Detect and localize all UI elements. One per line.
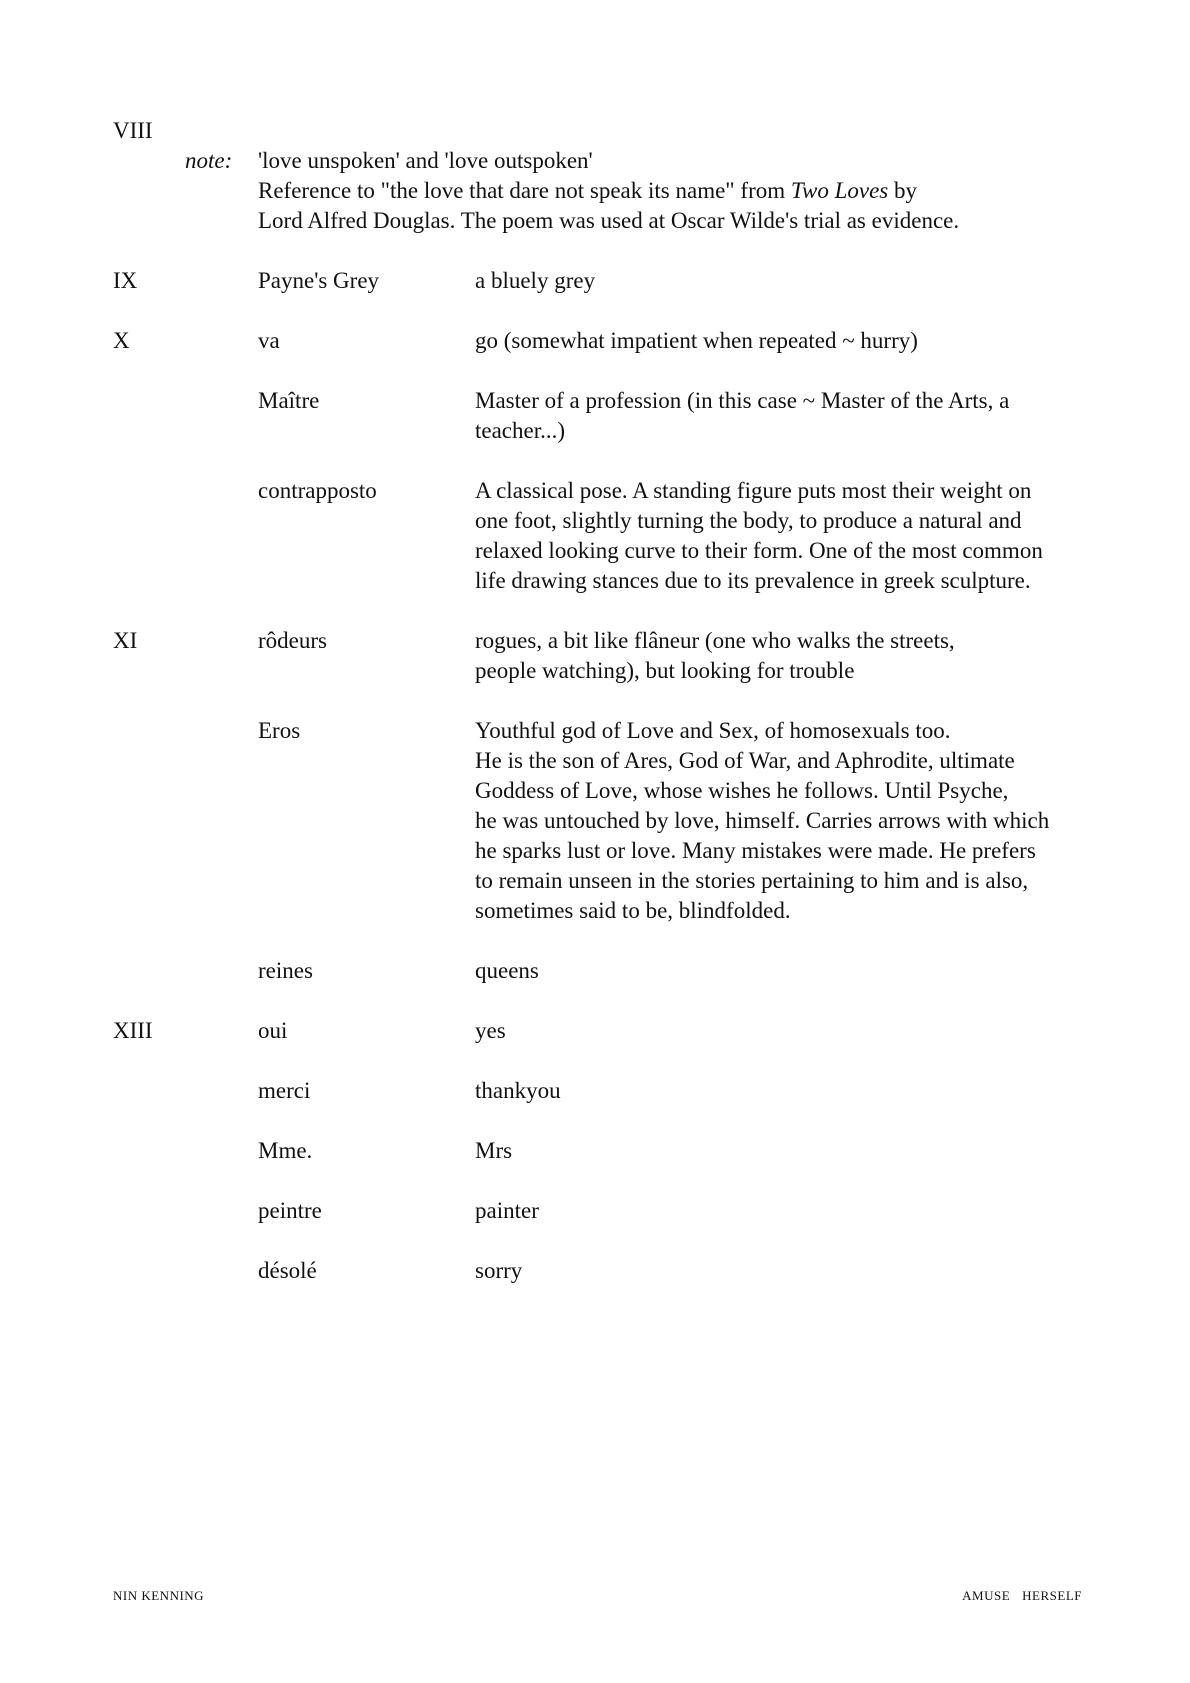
definition-mme: Mrs	[475, 1138, 513, 1163]
note-line-1: 'love unspoken' and 'love outspoken'	[258, 148, 593, 173]
definition-eros-line-7: sometimes said to be, blindfolded.	[475, 898, 791, 923]
term-reines: reines	[258, 958, 313, 983]
note-line-3: Lord Alfred Douglas. The poem was used at Oscar Wilde's trial as evidence.	[258, 208, 960, 233]
term-rodeurs: rôdeurs	[258, 628, 327, 653]
note-line-2-start: Reference to "the love that dare not speak its name" from	[258, 178, 791, 203]
section-numeral-xi: XI	[113, 628, 138, 653]
term-peintre: peintre	[258, 1198, 322, 1223]
definition-contrapposto-line-1: A classical pose. A standing figure puts most their weight on	[475, 478, 1032, 503]
definition-eros-line-4: he was untouched by love, himself. Carries arrows with which	[475, 808, 1050, 833]
term-desole: désolé	[258, 1258, 317, 1283]
section-numeral-xiii: XIII	[113, 1018, 153, 1043]
definition-maitre-line-2: teacher...)	[475, 418, 566, 443]
definition-eros-line-5: he sparks lust or love. Many mistakes were made. He prefers	[475, 838, 1036, 863]
definition-contrapposto-line-4: life drawing stances due to its prevalence in greek sculpture.	[475, 568, 1031, 593]
definition-eros-line-2: He is the son of Ares, God of War, and Aphrodite, ultimate	[475, 748, 1015, 773]
definition-peintre: painter	[475, 1198, 539, 1223]
definition-desole: sorry	[475, 1258, 523, 1283]
definition-maitre-line-1: Master of a profession (in this case ~ Master of the Arts, a	[475, 388, 1010, 413]
section-numeral-x: X	[113, 328, 130, 353]
footer-title-word-2: HERSELF	[1022, 1588, 1082, 1603]
footer-title-word-1: AMUSE	[962, 1588, 1011, 1603]
note-line-2	[258, 176, 917, 206]
footer-author: NIN KENNING	[113, 1588, 205, 1603]
definition-paynes-grey: a bluely grey	[475, 268, 596, 293]
term-contrapposto: contrapposto	[258, 478, 377, 503]
definition-eros-line-6: to remain unseen in the stories pertaining to him and is also,	[475, 868, 1029, 893]
definition-eros-line-3: Goddess of Love, whose wishes he follows. Until Psyche,	[475, 778, 1009, 803]
note-label: note:	[185, 148, 233, 173]
definition-va: go (somewhat impatient when repeated ~ hurry)	[475, 328, 918, 353]
section-numeral-ix: IX	[113, 268, 138, 293]
footer-title	[962, 1588, 1082, 1604]
definition-rodeurs-line-1: rogues, a bit like flâneur (one who walks the streets,	[475, 628, 955, 653]
note-line-2-end: by	[888, 178, 917, 203]
poem-title-two-loves: Two Loves	[790, 178, 889, 203]
definition-oui: yes	[475, 1018, 506, 1043]
term-paynes-grey: Payne's Grey	[258, 268, 380, 293]
definition-contrapposto-line-3: relaxed looking curve to their form. One of the most common	[475, 538, 1043, 563]
term-mme: Mme.	[258, 1138, 313, 1163]
term-maitre: Maître	[258, 388, 320, 413]
definition-reines: queens	[475, 958, 539, 983]
term-oui: oui	[258, 1018, 288, 1043]
section-numeral-viii: VIII	[113, 118, 153, 143]
term-va: va	[258, 328, 280, 353]
definition-rodeurs-line-2: people watching), but looking for trouble	[475, 658, 855, 683]
definition-merci: thankyou	[475, 1078, 561, 1103]
term-eros: Eros	[258, 718, 301, 743]
term-merci: merci	[258, 1078, 311, 1103]
definition-contrapposto-line-2: one foot, slightly turning the body, to produce a natural and	[475, 508, 1022, 533]
definition-eros-line-1: Youthful god of Love and Sex, of homosexuals too.	[475, 718, 951, 743]
